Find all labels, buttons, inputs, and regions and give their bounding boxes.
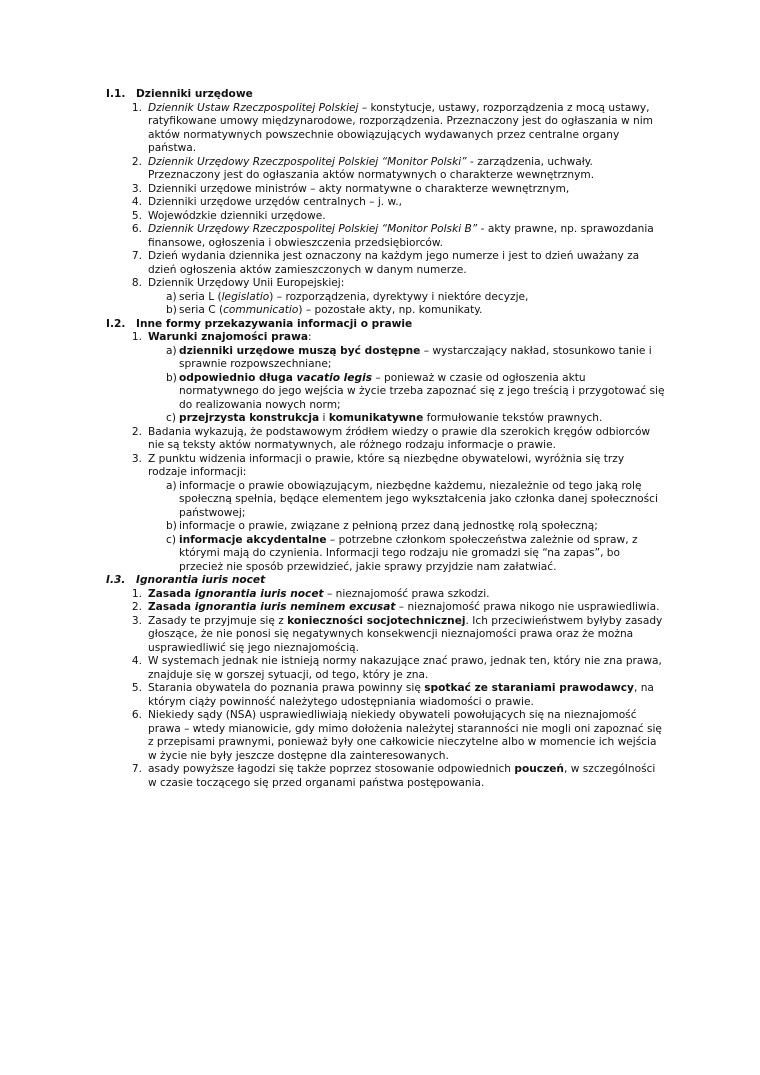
sub-item: a) seria L (legislatio) – rozporządzenia, dyrektywy i niektóre decyzje, (166, 290, 529, 303)
list-item: 1. Warunki znajomości prawa: (131, 331, 312, 343)
sub-item: c) przejrzysta konstrukcja i komunikatywne formułowanie tekstów prawnych. (166, 412, 603, 424)
sub-item: b) odpowiednio długa vacatio legis – ponieważ w czasie od ogłoszenia aktu normatywnego do jego wejścia w życie trzeba zapoznać się z jego treścią i przygotować się do realizowania nowych norm; (166, 371, 665, 411)
list-item: 8. Dziennik Urzędowy Unii Europejskiej: (131, 277, 345, 289)
list-item: 6. Dziennik Urzędowy Rzeczpospolitej Polskiej “Monitor Polski B” - akty prawne, np. sprawozdania finansowe, ogłoszenia i obwieszczenia przedsiębiorców. (131, 223, 654, 249)
list-item: 4. W systemach jednak nie istnieją normy nakazujące znać prawo, jednak ten, który nie zna prawa, znajduje się w gorszej sytuacji, od tego, który je zna. (131, 655, 662, 681)
list-item: 2. Dziennik Urzędowy Rzeczpospolitej Polskiej “Monitor Polski” - zarządzenia, uchwały. Przeznaczony jest do ogłaszania aktów normatywnych o charakterze wewnętrznym. (131, 155, 595, 181)
sub-item: a) informacje o prawie obowiązującym, niezbędne każdemu, niezależnie od tego jaką rolę społeczną spełnia, będące elementem jego wykształcenia jako członka danej społeczności państwowej; (166, 479, 658, 519)
list-item: 1. Zasada ignorantia iuris nocet – nieznajomość prawa szkodzi. (131, 587, 490, 600)
sub-item: b) seria C (communicatio) – pozostałe akty, np. komunikaty. (166, 304, 483, 316)
list-item: 2. Badania wykazują, że podstawowym źródłem wiedzy o prawie dla szerokich kręgów odbiorców nie są teksty aktów normatywnych, ale różnego rodzaju informacje o prawie. (131, 425, 651, 451)
list-item: 1. Dziennik Ustaw Rzeczpospolitej Polskiej – konstytucje, ustawy, rozporządzenia z mocą ustawy, ratyfikowane umowy międzynarodowe, rozporządzenia. Przeznaczony jest do ogłaszania w nim aktów normatywnych powszechnie obowiązujących wydawanych przez centralne organy państwa. (131, 101, 653, 154)
section-heading-3: I.3. Ignorantia iuris nocet (106, 574, 266, 586)
list-item: 6. Niekiedy sądy (NSA) usprawiedliwiają niekiedy obywateli powołujących się na nieznajomość prawa – wtedy mianowicie, gdy mimo dołożenia należytej staranności nie mogli oni zapoznać się z przepisami prawnymi, ponieważ były one całkowicie nieczytelne albo w momencie ich wejścia w życie nie były jeszcze dostępne dla zainteresowanych. (131, 709, 662, 762)
list-item: 3. Z punktu widzenia informacji o prawie, które są niezbędne obywatelowi, wyróżnia się trzy rodzaje informacji: (131, 452, 625, 478)
sub-item: a) dzienniki urzędowe muszą być dostępne – wystarczający nakład, stosunkowo tanie i sprawnie rozpowszechniane; (166, 344, 652, 370)
list-item: 3. Dzienniki urzędowe ministrów – akty normatywne o charakterze wewnętrznym, (131, 182, 570, 195)
list-item: 5. Wojewódzkie dzienniki urzędowe. (131, 209, 326, 222)
sub-item: c) informacje akcydentalne – potrzebne członkom społeczeństwa zależnie od spraw, z którymi mają do czynienia. Informacji tego rodzaju nie gromadzi się “na zapas”, bo przecież nie sposób przewidzieć, jakie sprawy przyjdzie nam załatwiać. (166, 533, 638, 573)
sub-item: b) informacje o prawie, związane z pełnioną przez daną jednostkę rolą społeczną; (166, 520, 598, 532)
list-item: 5. Starania obywatela do poznania prawa powinny się spotkać ze staraniami prawodawcy, na którym ciąży powinność należytego udostępniania wiadomości o prawie. (131, 682, 654, 708)
document-body (106, 88, 666, 790)
list-item: 2. Zasada ignorantia iuris neminem excusat – nieznajomość prawa nikogo nie usprawiedliwia. (131, 601, 660, 613)
list-item: 4. Dzienniki urzędowe urzędów centralnych – j. w., (131, 196, 402, 208)
list-item: 7. Dzień wydania dziennika jest oznaczony na każdym jego numerze i jest to dzień uważany za dzień ogłoszenia aktów zamieszczonych w danym numerze. (131, 250, 640, 276)
list-item: 7. asady powyższe łagodzi się także poprzez stosowanie odpowiednich pouczeń, w szczególności w czasie toczącego się przed organami państwa postępowania. (131, 763, 656, 789)
list-item: 3. Zasady te przyjmuje się z konieczności socjotechnicznej. Ich przeciwieństwem byłyby zasady głoszące, że nie ponosi się negatywnych konsekwencji nieznajomości prawa oraz że można usprawiedliwić się jego nieznajomością. (131, 614, 663, 654)
section-heading-1: I.1. Dzienniki urzędowe (106, 88, 253, 100)
section-heading-2: I.2. Inne formy przekazywania informacji o prawie (106, 317, 413, 330)
